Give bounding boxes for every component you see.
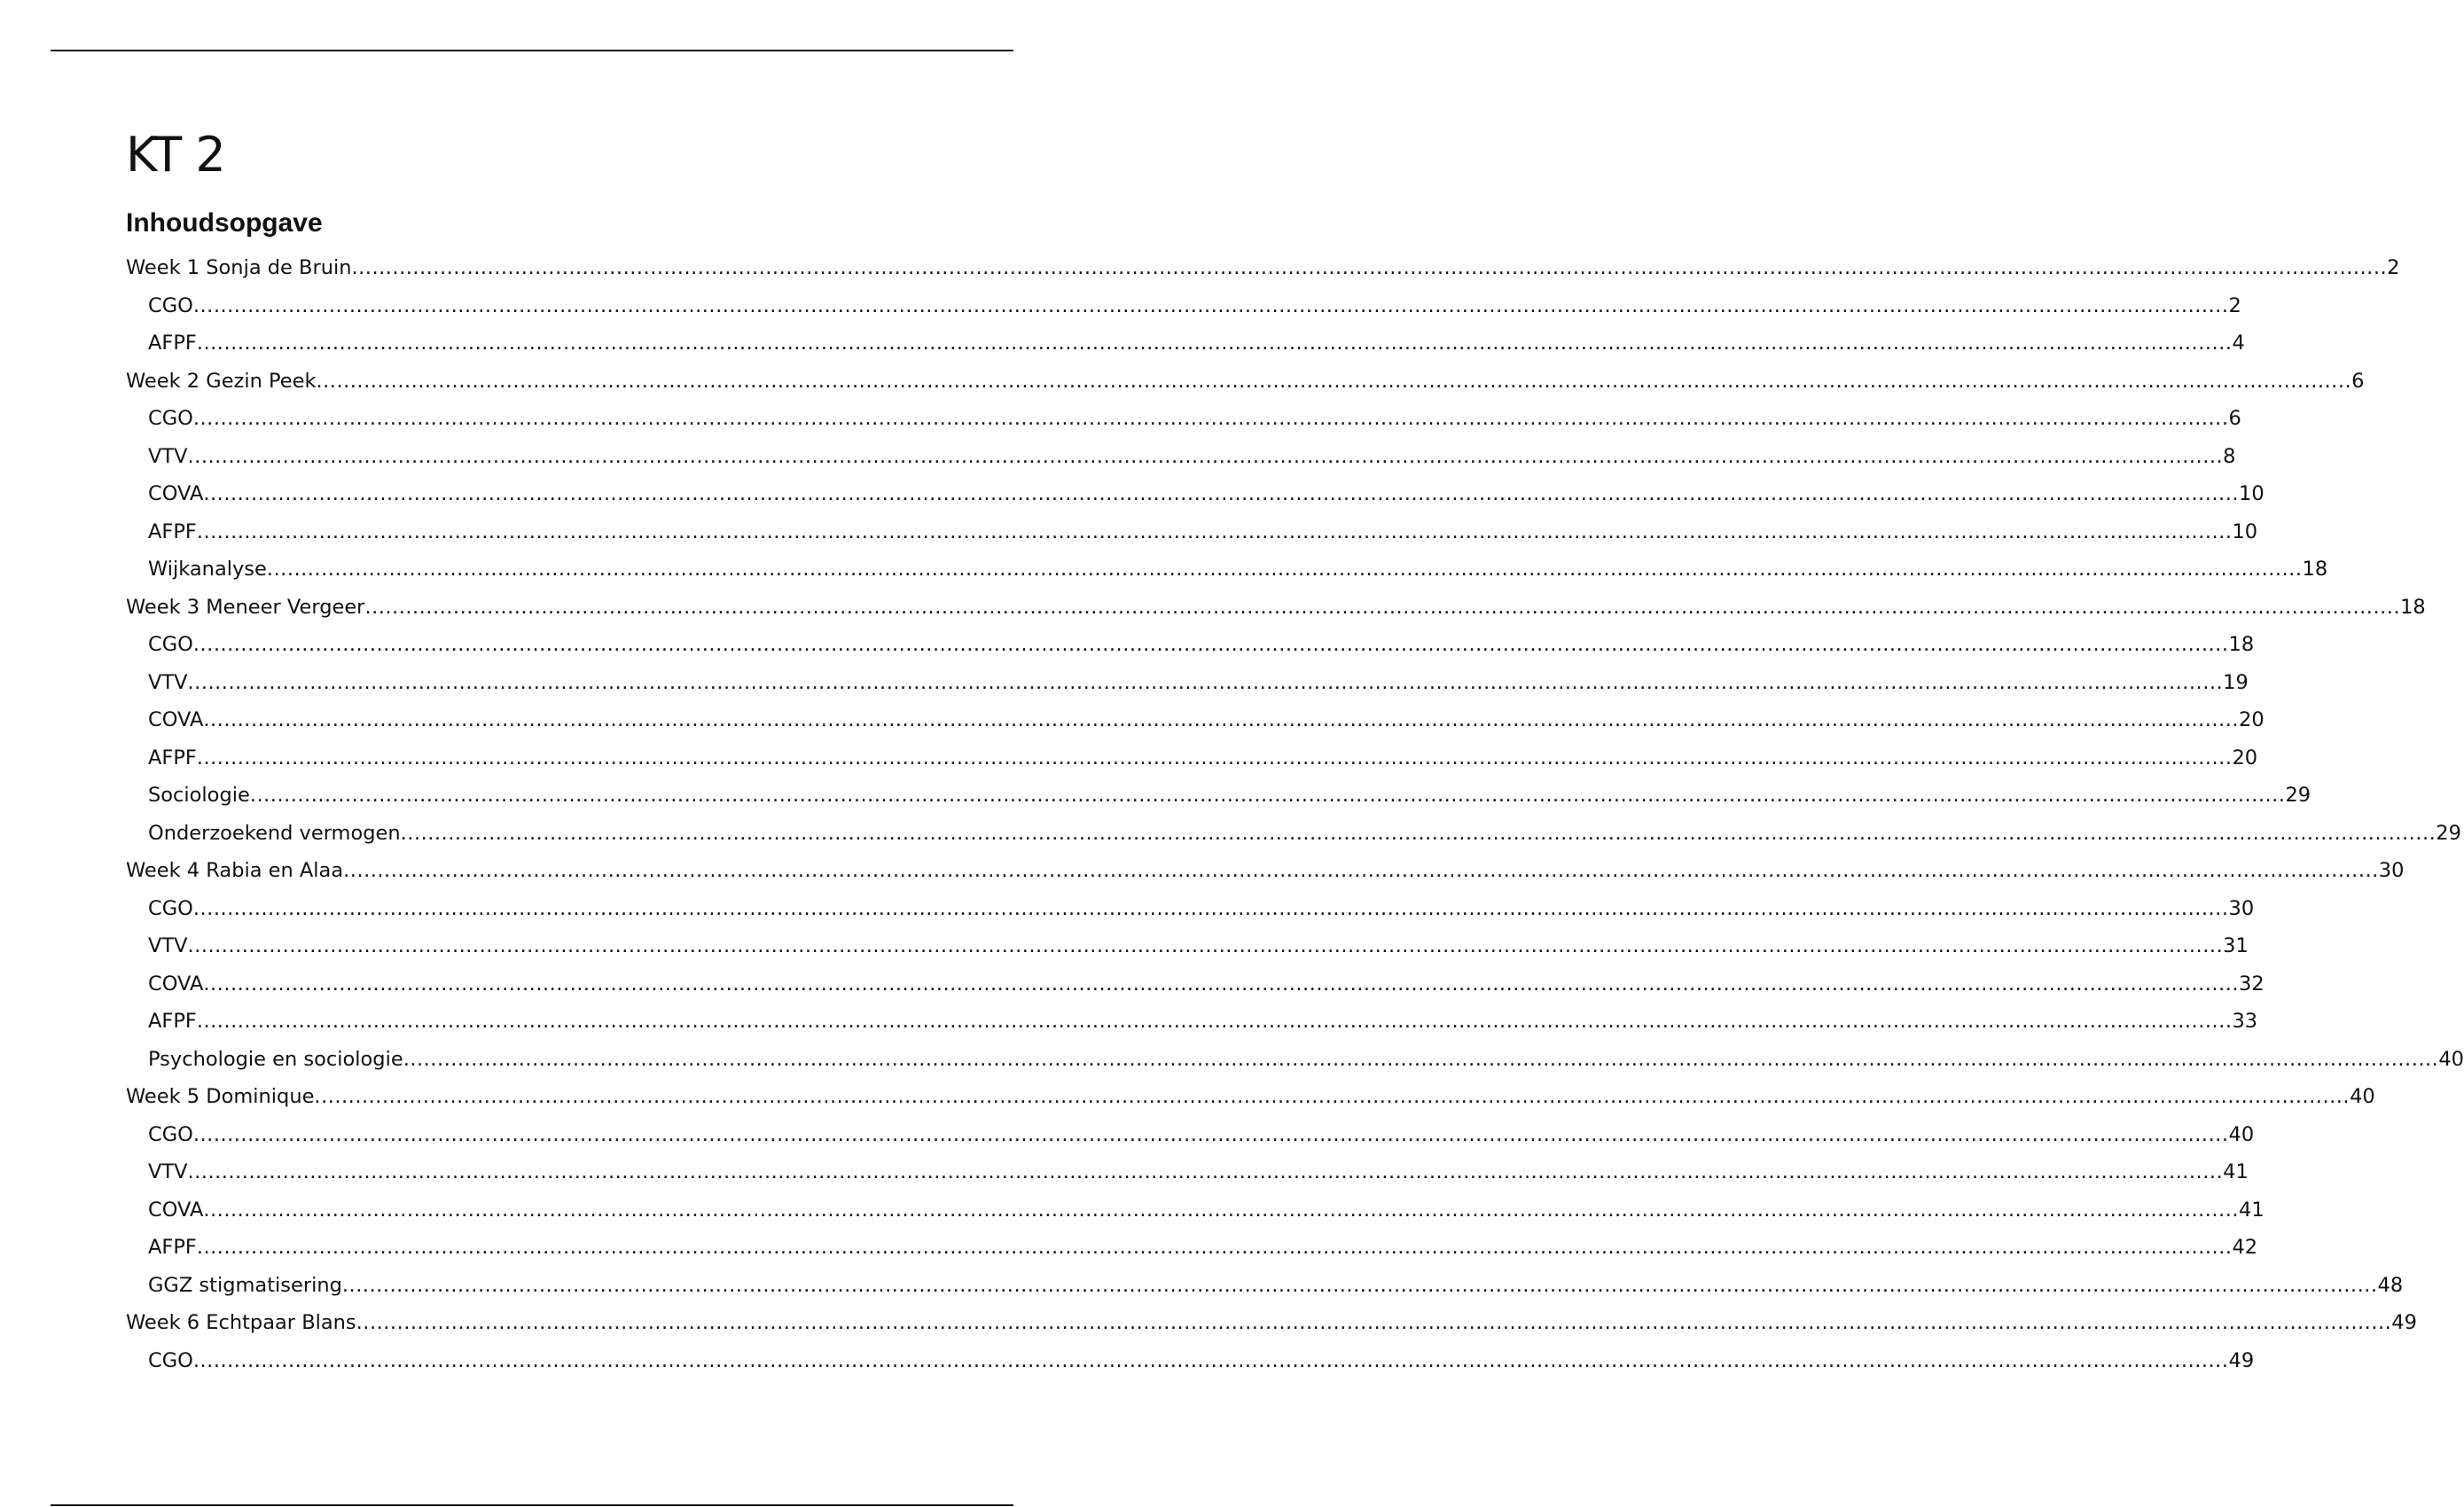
toc-page-number: 18	[2400, 595, 2426, 619]
toc-dot-leader: ............................................................................................................................................................................................................................................................................................................	[316, 369, 2352, 393]
toc-page-number: 40	[2438, 1047, 2464, 1071]
toc-dot-leader: ............................................................................................................................................................................................................................................................................................................	[192, 1348, 2229, 1372]
toc-dot-leader: ............................................................................................................................................................................................................................................................................................................	[266, 558, 2303, 581]
toc-entry-label: Week 2 Gezin Peek	[126, 369, 317, 393]
toc-dot-leader: ............................................................................................................................................................................................................................................................................................................	[196, 746, 2233, 769]
toc-subentry[interactable]	[126, 1116, 2255, 1154]
toc-subentry[interactable]	[126, 287, 2241, 325]
toc-subentry[interactable]	[126, 550, 2328, 589]
toc-dot-leader: ............................................................................................................................................................................................................................................................................................................	[203, 708, 2240, 731]
toc-page-number: 10	[2232, 519, 2258, 543]
toc-subentry[interactable]	[126, 1229, 2258, 1267]
toc-entry-label: COVA	[148, 482, 204, 505]
toc-entry-label: COVA	[148, 708, 204, 731]
toc-entry[interactable]	[126, 363, 2365, 401]
toc-page-number: 40	[2228, 1122, 2255, 1146]
toc-subentry[interactable]	[126, 965, 2265, 1003]
toc-entry-label: Psychologie en sociologie	[148, 1047, 403, 1071]
toc-page-number: 8	[2223, 444, 2236, 468]
toc-entry-label: COVA	[148, 972, 204, 996]
toc-entry-label: AFPF	[148, 519, 197, 543]
toc-entry-label: COVA	[148, 1198, 204, 1222]
toc-dot-leader: ............................................................................................................................................................................................................................................................................................................	[192, 633, 2229, 656]
toc-page-number: 30	[2378, 859, 2405, 882]
toc-page-number: 40	[2350, 1085, 2375, 1108]
toc-subentry[interactable]	[126, 400, 2241, 438]
toc-dot-leader: ............................................................................................................................................................................................................................................................................................................	[187, 1160, 2224, 1183]
toc-page-number: 18	[2302, 558, 2328, 581]
toc-entry[interactable]	[126, 249, 2400, 287]
toc-subentry[interactable]	[126, 777, 2311, 815]
toc-entry-label: VTV	[148, 670, 188, 694]
toc-page-number: 31	[2223, 934, 2249, 957]
toc-subentry[interactable]	[126, 890, 2255, 928]
toc-heading: Inhoudsopgave	[126, 208, 323, 238]
toc-dot-leader: ............................................................................................................................................................................................................................................................................................................	[400, 821, 2437, 845]
toc-entry-label: CGO	[148, 407, 193, 430]
toc-page-number: 19	[2223, 670, 2249, 694]
toc-entry-label: AFPF	[148, 746, 197, 769]
toc-entry-label: CGO	[148, 1122, 193, 1146]
toc-subentry[interactable]	[126, 1267, 2404, 1305]
toc-dot-leader: ............................................................................................................................................................................................................................................................................................................	[196, 519, 2233, 543]
toc-dot-leader: ............................................................................................................................................................................................................................................................................................................	[203, 972, 2240, 996]
toc-entry-label: CGO	[148, 896, 193, 920]
toc-page-number: 18	[2228, 633, 2255, 656]
toc-entry-label: Onderzoekend vermogen	[148, 821, 401, 845]
toc-page-number: 32	[2239, 972, 2265, 996]
toc-entry[interactable]	[126, 1304, 2417, 1342]
toc-subentry[interactable]	[126, 1153, 2249, 1191]
document-title: KT 2	[126, 127, 225, 183]
toc-subentry[interactable]	[126, 927, 2249, 965]
toc-entry-label: GGZ stigmatisering	[148, 1273, 342, 1297]
toc-entry-label: VTV	[148, 1160, 188, 1183]
toc-dot-leader: ............................................................................................................................................................................................................................................................................................................	[196, 1010, 2233, 1033]
toc-entry-label: Week 3 Meneer Vergeer	[126, 595, 365, 619]
toc-dot-leader: ............................................................................................................................................................................................................................................................................................................	[341, 1273, 2378, 1297]
toc-dot-leader: ............................................................................................................................................................................................................................................................................................................	[364, 595, 2401, 619]
toc-subentry[interactable]	[126, 701, 2265, 739]
toc-subentry[interactable]	[126, 626, 2255, 664]
toc-subentry[interactable]	[126, 739, 2258, 777]
toc-dot-leader: ............................................................................................................................................................................................................................................................................................................	[343, 859, 2379, 882]
toc-subentry[interactable]	[126, 1003, 2258, 1041]
top-rule	[51, 50, 1013, 51]
toc-subentry[interactable]	[126, 438, 2236, 476]
toc-dot-leader: ............................................................................................................................................................................................................................................................................................................	[196, 332, 2233, 355]
toc-entry-label: CGO	[148, 1348, 193, 1372]
toc-subentry[interactable]	[126, 664, 2249, 702]
toc-entry-label: AFPF	[148, 1010, 197, 1033]
toc-subentry[interactable]	[126, 1041, 2464, 1079]
toc-entry[interactable]	[126, 589, 2426, 627]
toc-dot-leader: ............................................................................................................................................................................................................................................................................................................	[403, 1047, 2439, 1071]
toc-entry-label: AFPF	[148, 332, 197, 355]
toc-page-number: 2	[2228, 293, 2241, 317]
toc-dot-leader: ............................................................................................................................................................................................................................................................................................................	[196, 1236, 2233, 1259]
toc-entry-label: Wijkanalyse	[148, 558, 267, 581]
toc-page-number: 49	[2391, 1311, 2417, 1334]
toc-entry-label: VTV	[148, 934, 188, 957]
toc-page-number: 49	[2228, 1348, 2255, 1372]
toc-page-number: 42	[2232, 1236, 2258, 1259]
toc-page-number: 20	[2232, 746, 2258, 769]
toc-entry-label: Week 1 Sonja de Bruin	[126, 256, 352, 279]
toc-dot-leader: ............................................................................................................................................................................................................................................................................................................	[192, 896, 2229, 920]
toc-page-number: 2	[2387, 256, 2400, 279]
bottom-rule	[51, 1504, 1013, 1506]
toc-entry-label: AFPF	[148, 1236, 197, 1259]
toc-page-number: 33	[2232, 1010, 2258, 1033]
toc-subentry[interactable]	[126, 475, 2265, 513]
toc-page-number: 6	[2228, 407, 2241, 430]
toc-dot-leader: ............................................................................................................................................................................................................................................................................................................	[187, 934, 2224, 957]
toc-page-number: 48	[2377, 1273, 2404, 1297]
toc-entry-label: Week 6 Echtpaar Blans	[126, 1311, 356, 1334]
toc-entry-label: CGO	[148, 633, 193, 656]
toc-subentry[interactable]	[126, 513, 2258, 551]
toc-page-number: 10	[2239, 482, 2265, 505]
toc-page-number: 41	[2223, 1160, 2249, 1183]
toc-dot-leader: ............................................................................................................................................................................................................................................................................................................	[203, 482, 2240, 505]
toc-dot-leader: ............................................................................................................................................................................................................................................................................................................	[192, 1122, 2229, 1146]
toc-dot-leader: ............................................................................................................................................................................................................................................................................................................	[356, 1311, 2392, 1334]
toc-entry-label: Week 4 Rabia en Alaa	[126, 859, 344, 882]
table-of-contents	[126, 249, 2464, 1379]
toc-page-number: 30	[2228, 896, 2255, 920]
toc-entry[interactable]	[126, 852, 2405, 890]
toc-subentry[interactable]	[126, 324, 2245, 363]
toc-subentry[interactable]	[126, 1342, 2255, 1380]
toc-dot-leader: ............................................................................................................................................................................................................................................................................................................	[314, 1085, 2351, 1108]
toc-dot-leader: ............................................................................................................................................................................................................................................................................................................	[351, 256, 2388, 279]
toc-page-number: 29	[2285, 784, 2311, 807]
toc-subentry[interactable]	[126, 815, 2461, 853]
toc-dot-leader: ............................................................................................................................................................................................................................................................................................................	[187, 670, 2224, 694]
toc-entry-label: Week 5 Dominique	[126, 1085, 315, 1108]
toc-entry-label: Sociologie	[148, 784, 250, 807]
toc-page-number: 4	[2232, 332, 2245, 355]
toc-dot-leader: ............................................................................................................................................................................................................................................................................................................	[192, 293, 2229, 317]
toc-subentry[interactable]	[126, 1191, 2265, 1230]
toc-dot-leader: ............................................................................................................................................................................................................................................................................................................	[249, 784, 2286, 807]
toc-page-number: 41	[2239, 1198, 2265, 1222]
toc-entry[interactable]	[126, 1078, 2375, 1116]
toc-entry-label: VTV	[148, 444, 188, 468]
toc-dot-leader: ............................................................................................................................................................................................................................................................................................................	[203, 1198, 2240, 1222]
toc-entry-label: CGO	[148, 293, 193, 317]
toc-dot-leader: ............................................................................................................................................................................................................................................................................................................	[192, 407, 2229, 430]
toc-page-number: 6	[2351, 369, 2365, 393]
toc-page-number: 20	[2239, 708, 2265, 731]
toc-page-number: 29	[2436, 821, 2461, 845]
toc-dot-leader: ............................................................................................................................................................................................................................................................................................................	[187, 444, 2224, 468]
